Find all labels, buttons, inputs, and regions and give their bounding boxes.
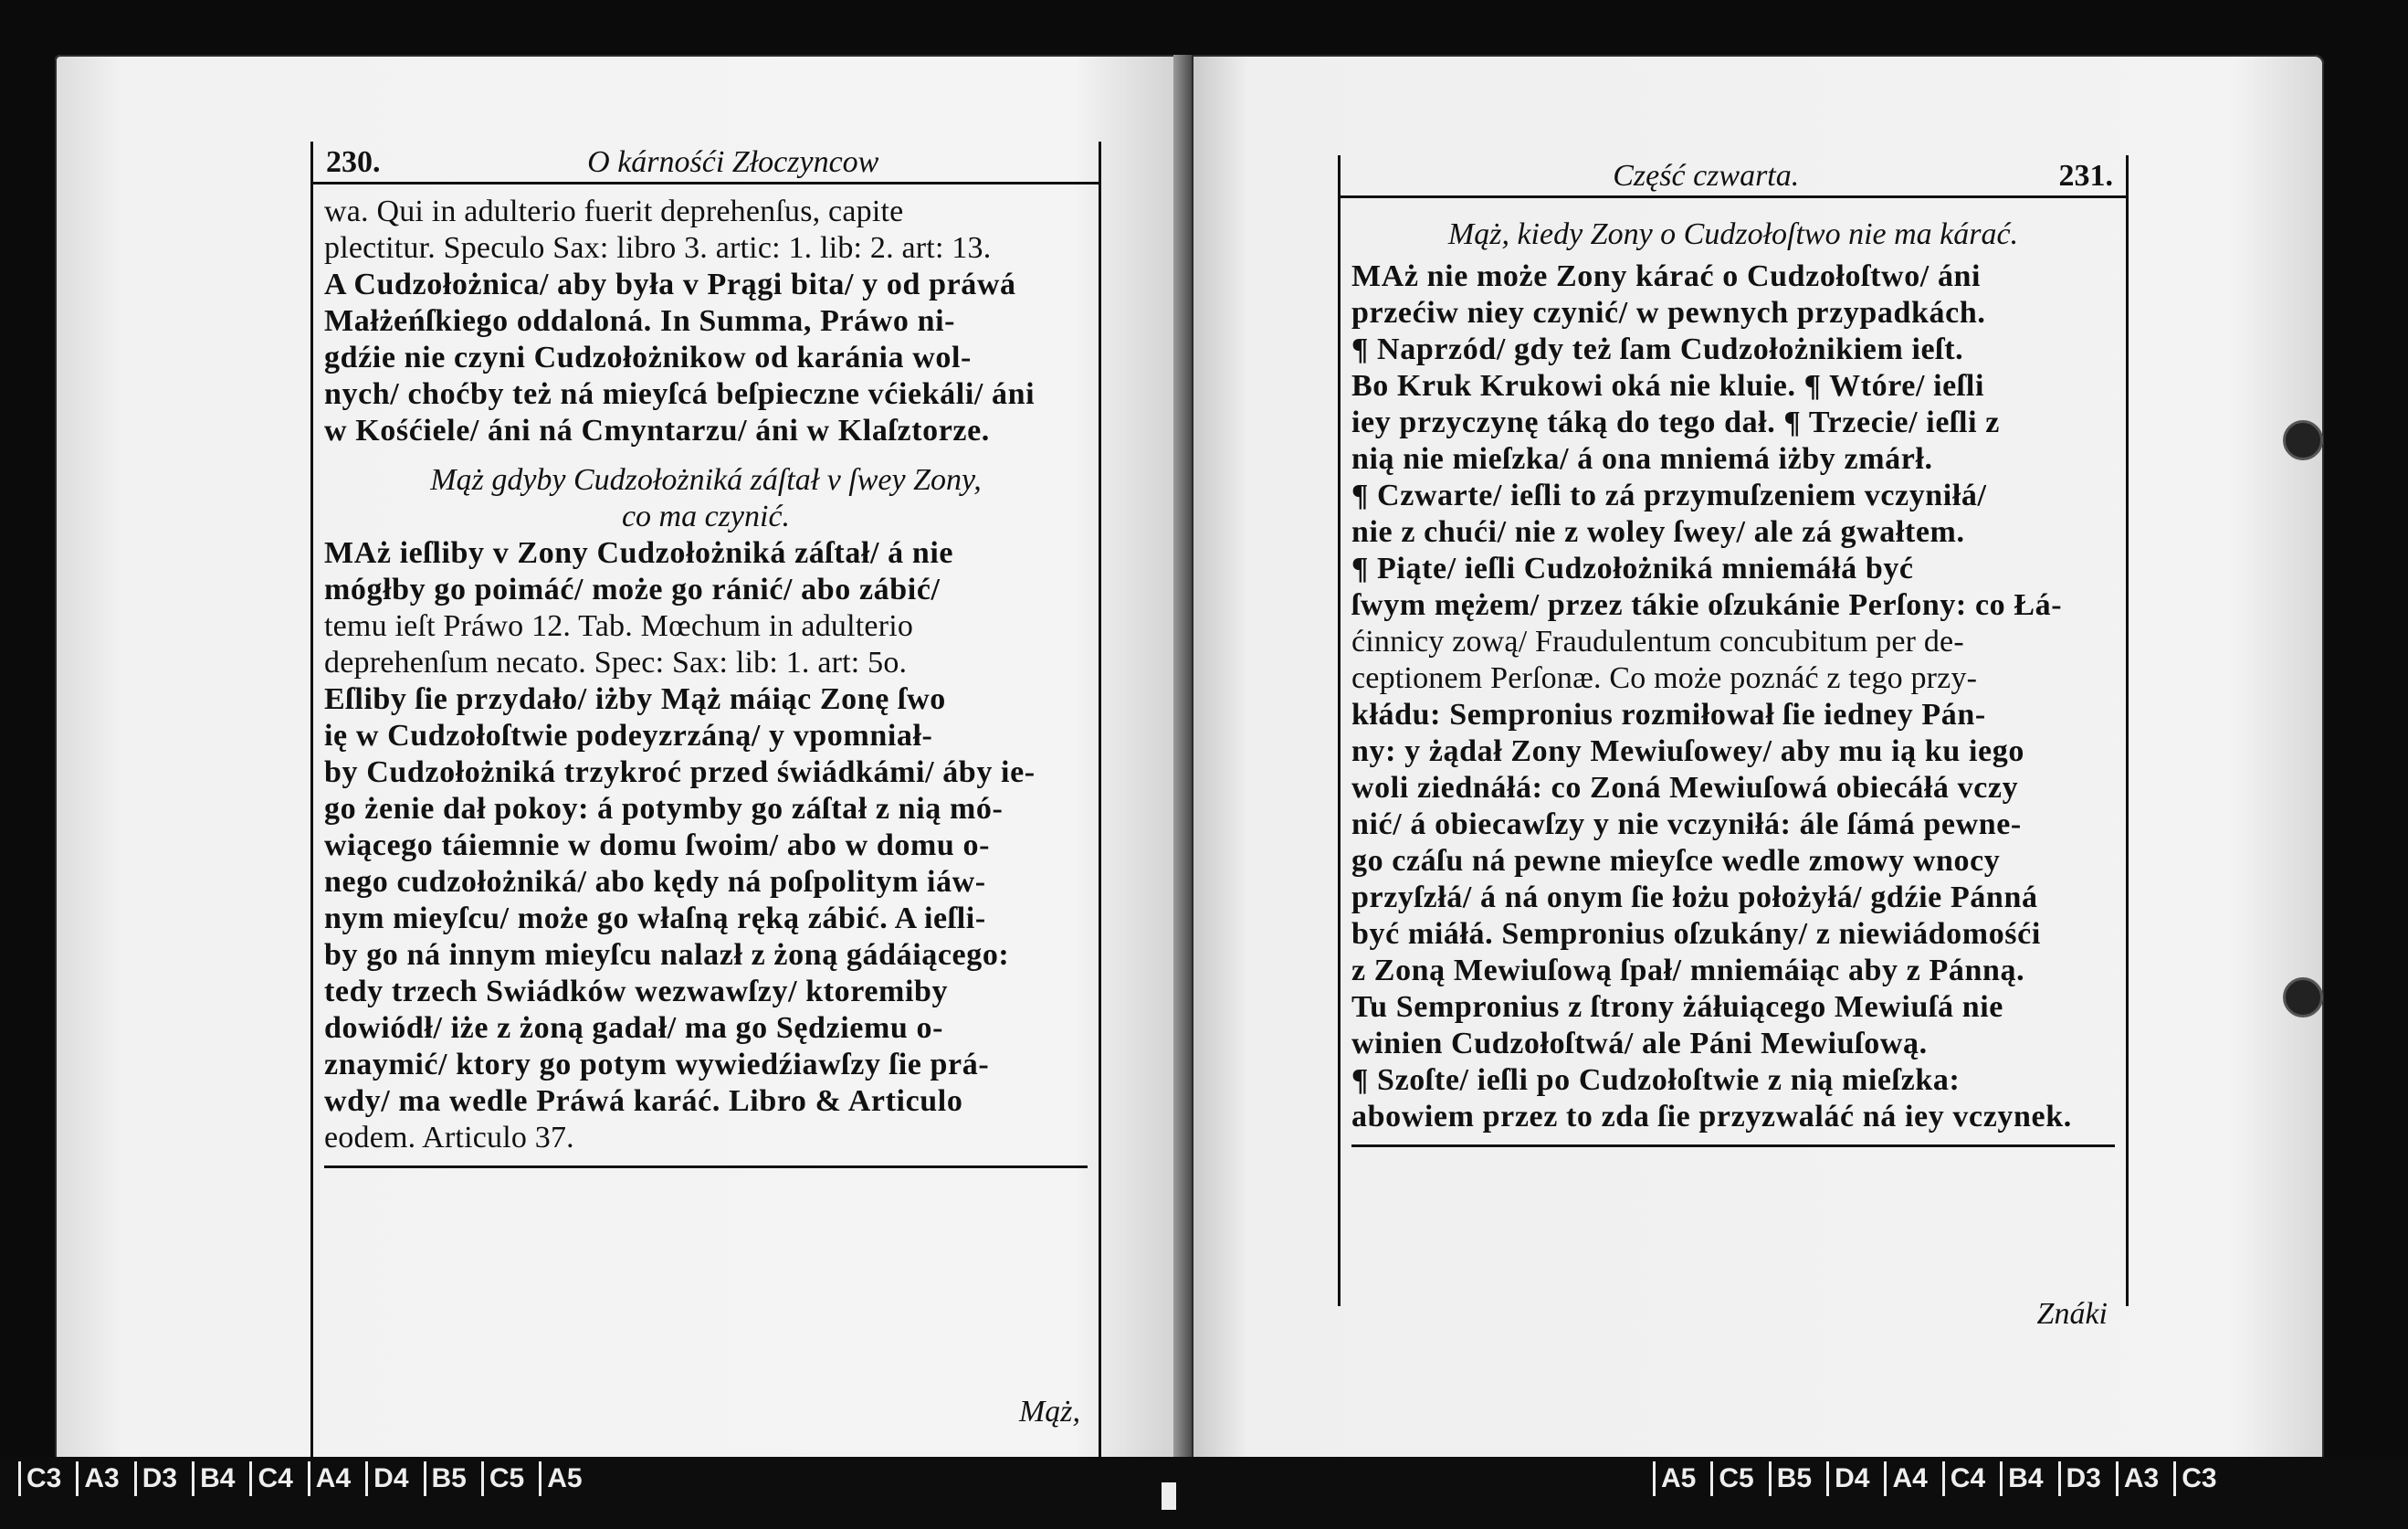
left-frame-tabs (18, 1461, 588, 1496)
text-line: Eſliby ſie przydało/ iżby Mąż máiąc Zonę ſwo (324, 682, 946, 716)
binding-clip-icon (2283, 420, 2323, 460)
text-line: tedy trzech Swiádków wezwawſzy/ ktoremiby (324, 975, 949, 1008)
text-line: by Cudzołożniká trzykroć przed świádkámi/ áby ie- (324, 755, 1036, 789)
section-subheading: Mąż, kiedy Zony o Cudzołoſtwo nie ma kárać. (1447, 217, 2019, 251)
right-head-title: Część czwarta. (1613, 159, 1800, 193)
frame-tab: A3 (76, 1461, 124, 1496)
left-page (55, 55, 1187, 1480)
frame-tab: C4 (249, 1461, 298, 1496)
text-line: nego cudzołożniká/ abo kędy ná poſpolitym iáw- (324, 865, 986, 899)
binding-clip-icon (2283, 977, 2323, 1018)
right-body (1341, 198, 2126, 1147)
right-running-head (1341, 155, 2126, 198)
right-frame-tabs (1653, 1461, 2223, 1496)
frame-marker (1162, 1482, 1176, 1510)
frame-tab: C3 (18, 1461, 67, 1496)
divider (1351, 1144, 2115, 1147)
text-line: A Cudzołożnica/ aby była v Prągi bita/ y od práwá (324, 268, 1016, 301)
text-line: znaymić/ ktory go potym wywiedźiawſzy ſie prá- (324, 1048, 990, 1081)
text-line: woli ziednáłá: co Zoná Mewiuſowá obiecáłá vczy (1351, 771, 2019, 805)
text-line: nie z chući/ nie z woley ſwey/ ale zá gwałtem. (1351, 515, 1965, 549)
text-line: go żenie dał pokoy: á potymby go záſtał z nią mó- (324, 792, 1004, 826)
text-line: w Kośćiele/ áni ná Cmyntarzu/ áni w Klaſztorze. (324, 414, 990, 448)
left-head-title: O kárnośći Złoczyncow (587, 145, 879, 179)
text-line: MAż ieſliby v Zony Cudzołożniká záſtał/ á nie (324, 536, 954, 570)
text-line: nić/ á obiecawſzy y nie vczyniłá: ále ſámá pewne- (1351, 807, 2022, 841)
frame-tab: D4 (365, 1461, 414, 1496)
text-line: Bo Kruk Krukowi oká nie kluie. ¶ Wtóre/ ieſli (1351, 369, 1985, 403)
text-line: ¶ Piąte/ ieſli Cudzołożniká mniemáłá być (1351, 552, 1914, 585)
section-subheading: Mąż gdyby Cudzołożniká záſtał v ſwey Zony, (430, 463, 982, 497)
frame-tab: B5 (424, 1461, 472, 1496)
text-line: winien Cudzołoſtwá/ ale Páni Mewiuſową. (1351, 1027, 1928, 1060)
text-line: wa. Qui in adulterio fuerit deprehenſus, capite (324, 195, 904, 228)
left-page-number: 230. (326, 145, 381, 179)
text-line: wiącego táiemnie w domu ſwoim/ abo w domu o- (324, 828, 991, 862)
frame-tab: D3 (134, 1461, 183, 1496)
frame-tab: C5 (481, 1461, 530, 1496)
text-line: eodem. Articulo 37. (324, 1121, 574, 1155)
text-line: gdźie nie czyni Cudzołożnikow od karánia wol- (324, 341, 972, 374)
divider (324, 1165, 1088, 1168)
text-line: ny: y żądał Zony Mewiuſowey/ aby mu ią ku iego (1351, 734, 2024, 768)
text-line: z Zoną Mewiuſową ſpał/ mniemáiąc aby z Pánną. (1351, 954, 2025, 987)
frame-tab: B4 (192, 1461, 240, 1496)
text-line: przyſzłá/ á ná onym ſie łożu położyłá/ gdźie Pánná (1351, 880, 2038, 914)
text-line: ceptionem Perſonæ. Co może poznáć z tego przy- (1351, 661, 1978, 695)
text-line: ſwym mężem/ przez tákie oſzukánie Perſony: co Łá- (1351, 588, 2063, 622)
frame-tab: A4 (308, 1461, 356, 1496)
frame-tab: C3 (2173, 1461, 2222, 1496)
text-line: ¶ Szoſte/ ieſli po Cudzołoſtwie z nią mieſzka: (1351, 1063, 1961, 1097)
text-line: Małżeńſkiego oddaloná. In Summa, Práwo ni- (324, 304, 956, 338)
text-line: kłádu: Sempronius rozmiłował ſie iedney Pán- (1351, 698, 1986, 732)
text-line: abowiem przez to zda ſie przyzwaláć ná iey vczynek. (1351, 1100, 2072, 1134)
text-line: dowiódł/ iże z żoną gadał/ ma go Sędziemu o- (324, 1011, 944, 1045)
text-line: ¶ Czwarte/ ieſli to zá przymuſzeniem vczyniłá/ (1351, 479, 1987, 512)
left-body (313, 185, 1099, 1168)
right-catchword: Znáki (2036, 1297, 2108, 1331)
text-line: ię w Cudzołoſtwie podeyzrzáną/ y vpomniał- (324, 719, 933, 753)
frame-tab: C5 (1710, 1461, 1759, 1496)
frame-tab: B4 (2000, 1461, 2048, 1496)
text-line: plectitur. Speculo Sax: libro 3. artic: 1. lib: 2. art: 13. (324, 231, 992, 265)
frame-tab: D4 (1826, 1461, 1875, 1496)
text-line: mógłby go poimáć/ może go ránić/ abo zábić/ (324, 573, 941, 606)
section-subheading: co ma czynić. (621, 500, 791, 533)
text-line: wdy/ ma wedle Práwá karáć. Libro & Articulo (324, 1084, 963, 1118)
left-running-head (313, 142, 1099, 185)
text-line: nych/ choćby też ná mieyſcá beſpieczne vćiekáli/ áni (324, 377, 1036, 411)
frame-tab: A5 (1653, 1461, 1701, 1496)
text-line: go czáſu ná pewne mieyſce wedle zmowy wnocy (1351, 844, 2001, 878)
text-line: ¶ Naprzód/ gdy też ſam Cudzołożnikiem ieſt. (1351, 332, 1964, 366)
text-line: by go ná innym mieyſcu nalazł z żoną gádáiącego: (324, 938, 1010, 972)
text-line: przećiw niey czynić/ w pewnych przypadkách. (1351, 296, 1986, 330)
text-line: MAż nie może Zony kárać o Cudzołoſtwo/ áni (1351, 259, 1982, 293)
text-line: ćinnicy zową/ Fraudulentum concubitum per de- (1351, 625, 1964, 659)
right-page-number: 231. (2058, 159, 2113, 193)
text-line: deprehenſum necato. Spec: Sax: lib: 1. art: 5o. (324, 646, 908, 680)
left-catchword: Mąż, (1018, 1395, 1080, 1429)
frame-tab: A4 (1884, 1461, 1932, 1496)
text-line: iey przyczynę táką do tego dał. ¶ Trzecie/ ieſli z (1351, 406, 2000, 439)
frame-tab: B5 (1769, 1461, 1817, 1496)
frame-tab: A3 (2116, 1461, 2164, 1496)
frame-tab: D3 (2058, 1461, 2107, 1496)
text-line: Tu Sempronius z ſtrony żáłuiącego Mewiuſá nie (1351, 990, 2003, 1024)
text-line: temu ieſt Práwo 12. Tab. Mœchum in adulterio (324, 609, 914, 643)
text-line: być miáłá. Sempronius oſzukány/ z niewiádomośći (1351, 917, 2041, 951)
book-spread (55, 55, 2310, 1480)
right-text-block (1338, 155, 2129, 1331)
right-page (1192, 55, 2324, 1480)
frame-tab: A5 (539, 1461, 587, 1496)
text-line: nym mieyſcu/ może go właſną ręką zábić. A ieſli- (324, 902, 986, 935)
text-line: nią nie mieſzka/ á ona mniemá iżby zmárł. (1351, 442, 1933, 476)
left-text-block (310, 142, 1101, 1457)
frame-tab: C4 (1942, 1461, 1991, 1496)
